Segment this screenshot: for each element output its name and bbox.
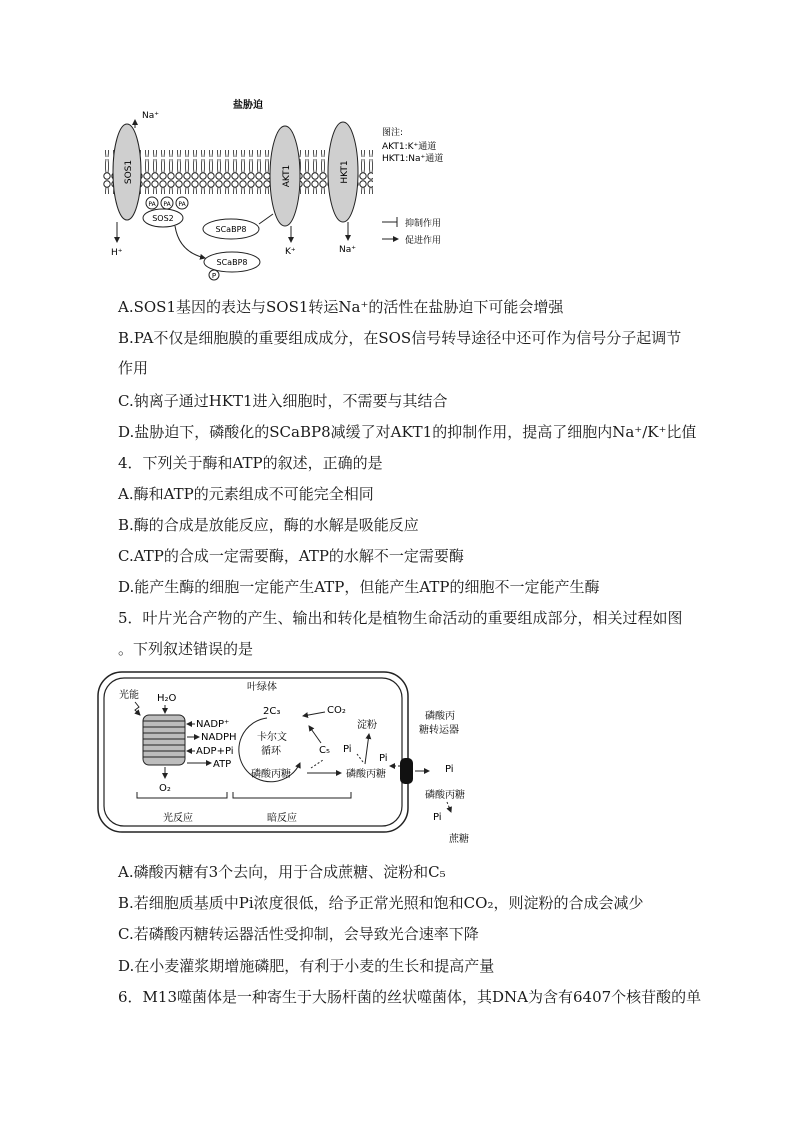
q4-option-b: B.酶的合成是放能反应，酶的水解是吸能反应 [118,516,419,534]
q5-option-a: A.磷酸丙糖有3个去向，用于合成蔗糖、淀粉和C₅ [118,863,446,881]
adp-label: ADP+Pi [196,746,234,757]
fig1-title: 盐胁迫 [233,100,263,111]
calvin-label-1: 卡尔文 [257,732,287,743]
triose-mid-label: 磷酸丙糖 [346,769,386,780]
chloroplast-label: 叶绿体 [247,682,277,693]
scabp8-lower-label: SCaBP8 [216,258,248,267]
pi-in-label: Pi [343,744,352,755]
transporter-label-1: 磷酸丙 [425,711,455,722]
light-reaction-label: 光反应 [163,813,193,824]
akt1-label: AKT1 [282,164,292,188]
q6-stem: 6．M13噬菌体是一种寄生于大肠杆菌的丝状噬菌体，其DNA为含有6407个核苷酸的单 [118,988,702,1006]
legend-hkt1: HKT1:Na⁺通道 [382,154,444,164]
scabp8-upper-label: SCaBP8 [215,225,247,234]
transporter-label-2: 糖转运器 [419,725,459,736]
chloroplast-figure [95,668,495,853]
q5-stem-line2: 。下列叙述错误的是 [118,640,254,658]
h-label: H⁺ [111,248,123,258]
starch-label: 淀粉 [357,720,377,731]
nadph-label: NADPH [201,732,237,743]
q4-option-d: D.能产生酶的细胞一定能产生ATP，但能产生ATP的细胞不一定能产生酶 [118,578,600,596]
light-energy-label: 光能 [119,690,139,701]
c5-label: C₅ [319,745,330,756]
q4-stem: 4．下列关于酶和ATP的叙述，正确的是 [118,454,383,472]
svg-text:PA: PA [148,201,156,208]
co2-label: CO₂ [327,705,346,716]
legend-title: 图注: [382,128,404,138]
grana-stack [143,715,185,765]
q5-stem-line1: 5．叶片光合产物的产生、输出和转化是植物生命活动的重要组成部分，相关过程如图 [118,609,683,627]
c3-label: 2C₃ [263,706,281,717]
dark-reaction-label: 暗反应 [267,813,297,824]
na-top-label: Na⁺ [142,111,159,121]
q3-option-b-cont: 作用 [118,359,149,377]
k-label: K⁺ [285,247,296,257]
nadp-label: NADP⁺ [196,719,230,730]
sucrose-label: 蔗糖 [449,834,469,845]
hkt1-label: HKT1 [340,160,350,184]
legend-inhibit: 抑制作用 [405,219,442,229]
phosphate-label: P [211,272,217,280]
q4-option-a: A.酶和ATP的元素组成不可能完全相同 [118,485,374,503]
triose-out-label: 磷酸丙糖 [425,790,465,801]
legend-promote: 促进作用 [405,236,442,246]
sos1-label: SOS1 [124,159,134,185]
svg-text:PA: PA [178,201,186,208]
sos2-label: SOS2 [152,214,174,223]
pi-out-label: Pi [445,764,454,775]
h2o-label: H₂O [157,693,177,704]
q3-option-c: C.钠离子通过HKT1进入细胞时，不需要与其结合 [118,392,448,410]
q3-option-b: B.PA不仅是细胞膜的重要组成成分，在SOS信号转导途径中还可作为信号分子起调节 [118,329,682,347]
q4-option-c: C.ATP的合成一定需要酶，ATP的水解不一定需要酶 [118,547,464,565]
legend-akt1: AKT1:K⁺通道 [382,142,437,152]
calvin-label-2: 循环 [261,746,281,757]
pi-mid-label: Pi [379,753,388,764]
atp-label: ATP [213,759,232,770]
salt-stress-membrane-figure [95,92,475,287]
svg-text:PA: PA [163,201,171,208]
scabp8-inhibit-line [259,214,273,224]
o2-label: O₂ [159,783,171,794]
na-bottom-label: Na⁺ [339,245,356,255]
triose-in-label: 磷酸丙糖 [251,769,291,780]
q5-option-c: C.若磷酸丙糖转运器活性受抑制，会导致光合速率下降 [118,925,479,943]
triose-phosphate-transporter [400,758,413,784]
q3-option-a: A.SOS1基因的表达与SOS1转运Na⁺的活性在盐胁迫下可能会增强 [118,298,564,316]
pi-out2-label: Pi [433,812,442,823]
q5-option-d: D.在小麦灌浆期增施磷肥，有利于小麦的生长和提高产量 [118,957,495,975]
q5-option-b: B.若细胞质基质中Pi浓度很低，给予正常光照和饱和CO₂，则淀粉的合成会减少 [118,894,644,912]
q3-option-d: D.盐胁迫下，磷酸化的SCaBP8减缓了对AKT1的抑制作用，提高了细胞内Na⁺/K⁺比值 [118,423,697,441]
sos2-to-scabp8-arrow [175,226,205,258]
pa-group [146,197,188,209]
